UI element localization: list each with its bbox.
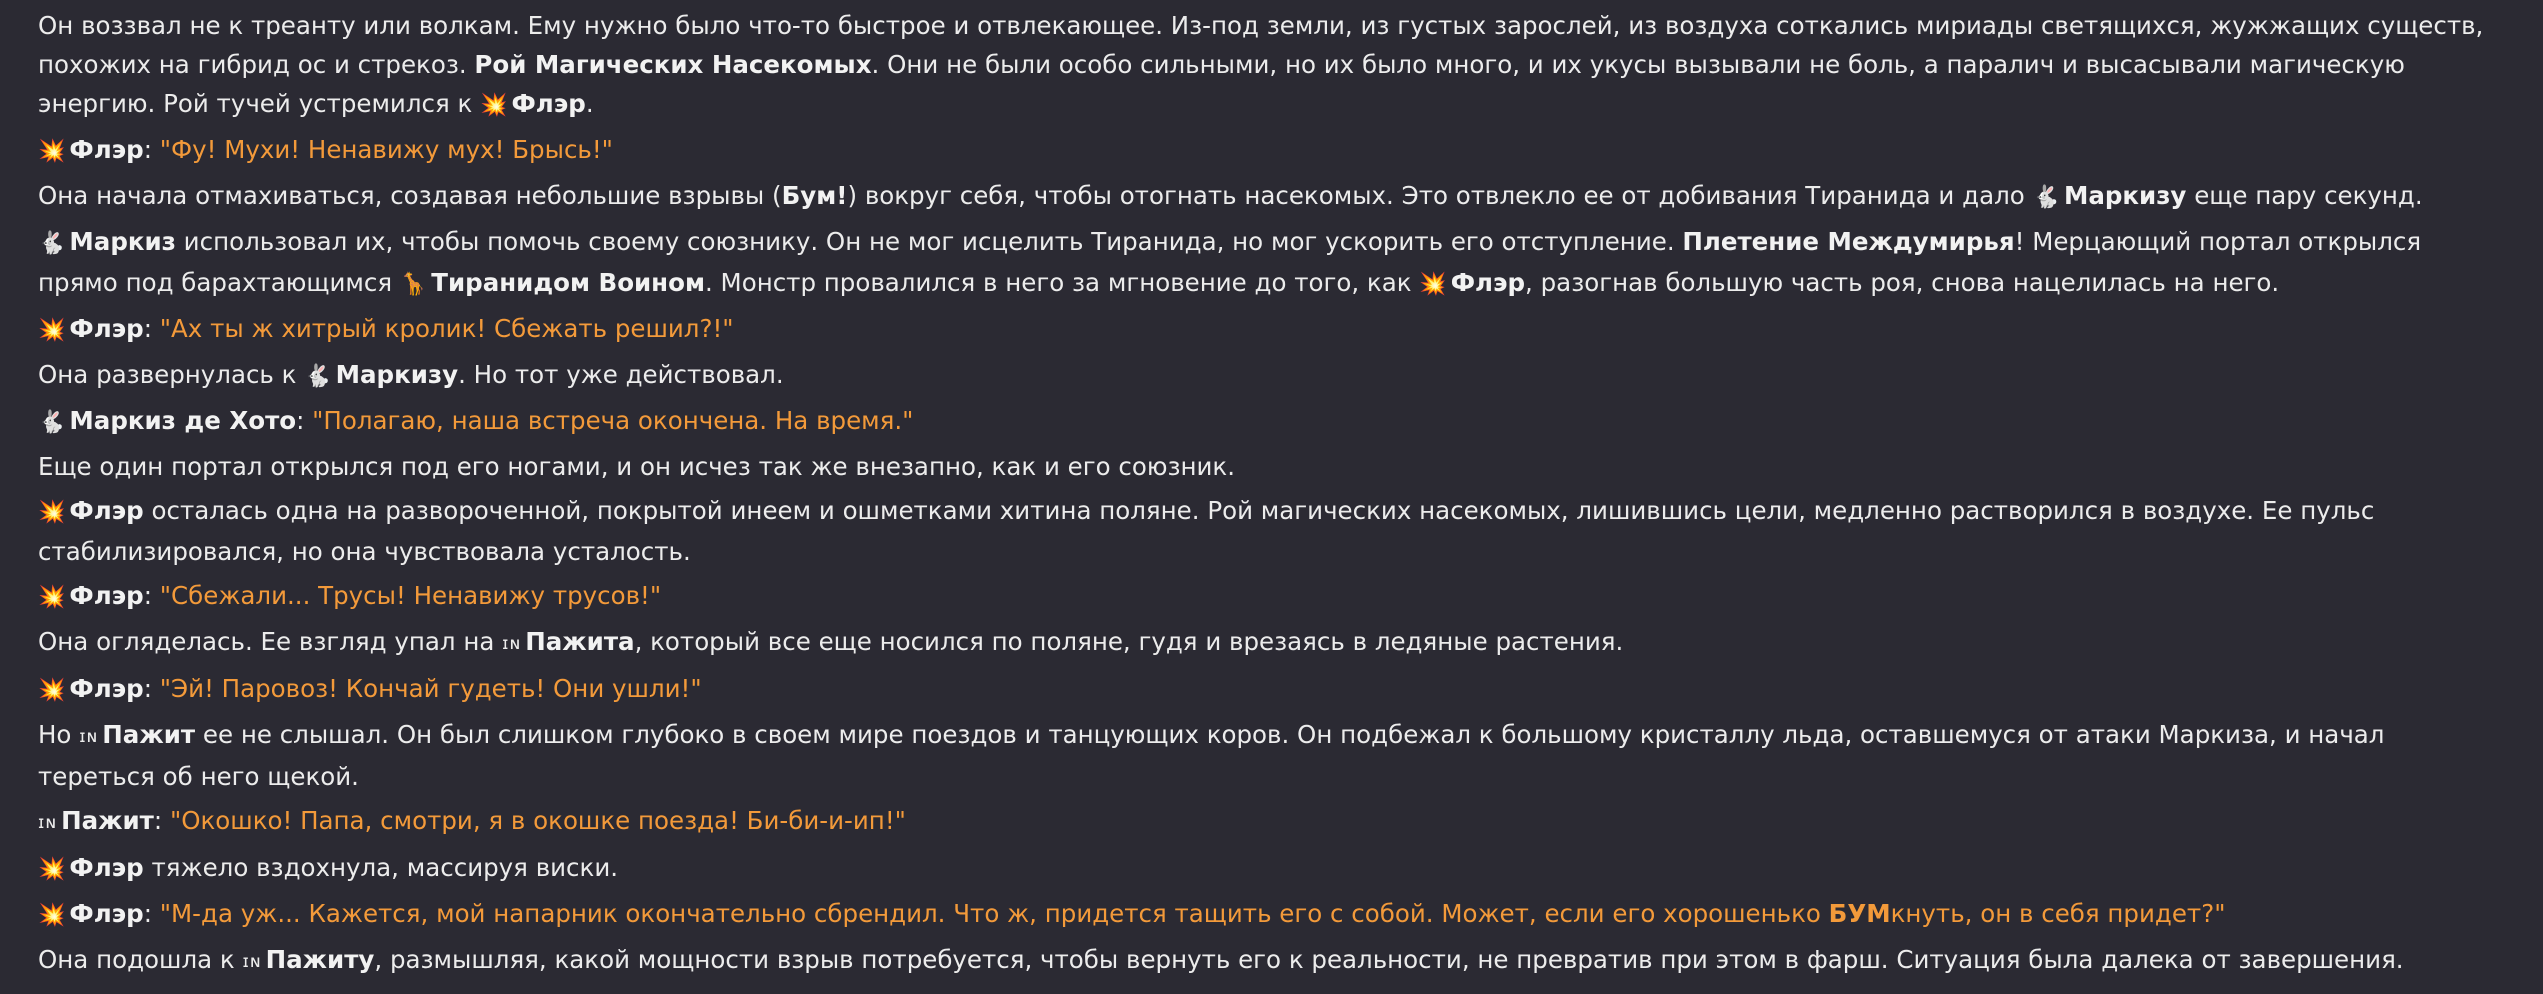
dialogue-quote: "Сбежали... Трусы! Ненавижу трусов!"	[159, 581, 662, 610]
speaker-name: Флэр	[69, 314, 144, 343]
speaker-name: Флэр	[69, 899, 144, 928]
separator: :	[143, 135, 160, 164]
explosion-icon: 💥	[38, 857, 66, 882]
giraffe-icon: 🦒	[399, 272, 428, 297]
explosion-icon: 💥	[38, 139, 66, 164]
character-name: Пажита	[525, 627, 635, 656]
character-name: Маркизу	[2063, 181, 2187, 210]
paragraph-text: еще пару секунд.	[2186, 181, 2423, 210]
paragraph-text: . Они не были особо сильными, но их было много, и их укусы вызывали не боль, а паралич и высасывали магическую энергию. Рой тучей устремился к	[38, 50, 2405, 118]
speaker-name: Флэр	[69, 135, 144, 164]
dialogue-line	[38, 669, 2505, 710]
paragraph-narration	[38, 622, 2505, 664]
explosion-icon: 💥	[38, 500, 66, 525]
sound-effect: БУМ	[1828, 899, 1891, 928]
dialogue-line	[38, 576, 2505, 617]
explosion-icon: 💥	[38, 585, 66, 610]
paragraph-text: , разогнав большую часть роя, снова нацелилась на него.	[1525, 268, 2280, 297]
rabbit-icon: 🐇	[38, 410, 66, 435]
paragraph-narration	[38, 176, 2505, 217]
explosion-icon: 💥	[1419, 272, 1447, 297]
paragraph-text: тяжело вздохнула, массируя виски.	[143, 853, 619, 882]
speaker-name: Пажит	[61, 806, 154, 835]
character-name: Маркиз	[69, 227, 176, 256]
paragraph-narration	[38, 848, 2505, 889]
dialogue-quote: "Ах ты ж хитрый кролик! Сбежать решил?!"	[159, 314, 734, 343]
dialogue-line	[38, 894, 2505, 935]
paragraph-narration	[38, 222, 2505, 304]
quote-text: "М-да уж... Кажется, мой напарник окончательно сбрендил. Что ж, придется тащить его с собой. Может, если его хорошенько	[159, 899, 1829, 928]
explosion-icon: 💥	[480, 93, 508, 118]
input-symbol-icon: ɪɴ	[242, 952, 262, 972]
character-name: Флэр	[1450, 268, 1526, 297]
paragraph-text: Но	[38, 720, 80, 749]
paragraph-text: . Но тот уже действовал.	[458, 360, 784, 389]
paragraph-text: , размышляя, какой мощности взрыв потребуется, чтобы вернуть его к реальности, не превратив при этом в фарш. Ситуация была далека от завершения.	[374, 945, 2404, 974]
paragraph-narration	[38, 447, 2505, 486]
rabbit-icon: 🐇	[2032, 185, 2060, 210]
paragraph-text: ! Мерцающий портал открылся прямо под барахтающимся	[38, 227, 2422, 297]
dialogue-line	[38, 309, 2505, 350]
rabbit-icon: 🐇	[304, 364, 332, 389]
dialogue-line	[38, 801, 2505, 843]
input-symbol-icon: ɪɴ	[502, 634, 522, 654]
paragraph-narration	[38, 491, 2505, 571]
speaker-name: Флэр	[69, 581, 144, 610]
paragraph-text: , который все еще носился по поляне, гудя и врезаясь в ледяные растения.	[634, 627, 1624, 656]
paragraph-text: Она огляделась. Ее взгляд упал на	[38, 627, 503, 656]
paragraph-text: ) вокруг себя, чтобы отогнать насекомых. Это отвлекло ее от добивания Тиранида и дало	[847, 181, 2033, 210]
dialogue-quote	[160, 899, 2226, 928]
paragraph-text: ее не слышал. Он был слишком глубоко в своем мире поездов и танцующих коров. Он подбежал к большому кристаллу льда, оставшемуся от атаки Маркиза, и начал тереться об него щекой.	[38, 720, 2385, 791]
rabbit-icon: 🐇	[38, 231, 66, 256]
explosion-icon: 💥	[38, 318, 66, 343]
paragraph-text: .	[585, 89, 594, 118]
spell-name: Рой Магических Насекомых	[474, 50, 872, 79]
separator: :	[153, 806, 170, 835]
dialogue-quote: "Окошко! Папа, смотри, я в окошке поезда! Би-би-и-ип!"	[169, 806, 906, 835]
character-name: Тиранидом Воином	[431, 268, 705, 297]
separator: :	[143, 581, 160, 610]
character-name: Флэр	[511, 89, 586, 118]
paragraph-text: использовал их, чтобы помочь своему союзнику. Он не мог исцелить Тиранида, но мог ускорить его отступление.	[175, 227, 1683, 256]
paragraph-text: осталась одна на развороченной, покрытой инеем и ошметками хитина поляне. Рой магических насекомых, лишившись цели, медленно растворился в воздухе. Ее пульс стабилизировался, но она чувствовала усталость.	[38, 496, 2375, 566]
input-symbol-icon: ɪɴ	[79, 727, 99, 747]
character-name: Пажиту	[265, 945, 375, 974]
sound-effect: Бум!	[781, 181, 848, 210]
dialogue-quote: "Фу! Мухи! Ненавижу мух! Брысь!"	[159, 135, 613, 164]
input-symbol-icon: ɪɴ	[38, 813, 58, 833]
dialogue-line	[38, 130, 2505, 171]
dialogue-quote: "Полагаю, наша встреча окончена. На время."	[312, 406, 914, 435]
explosion-icon: 💥	[38, 903, 66, 928]
paragraph-text: . Монстр провалился в него за мгновение до того, как	[704, 268, 1420, 297]
paragraph-text: Она начала отмахиваться, создавая небольшие взрывы (	[38, 181, 782, 210]
paragraph-narration	[38, 355, 2505, 396]
separator: :	[143, 674, 160, 703]
character-name: Флэр	[69, 853, 144, 882]
separator: :	[143, 899, 160, 928]
spell-name: Плетение Междумирья	[1682, 227, 2015, 256]
paragraph-text: Он воззвал не к трeанту или волкам. Ему нужно было что-то быстрое и отвлекающее. Из-под земли, из густых зарослей, из воздуха соткались мириады светящихся, жужжащих существ, похожих на гибрид ос и стрекоз.	[38, 11, 2484, 79]
character-name: Пажит	[102, 720, 196, 749]
paragraph-text: Еще один портал открылся под его ногами, и он исчез так же внезапно, как и его союзник.	[38, 452, 1236, 481]
dialogue-line	[38, 401, 2505, 442]
speaker-name: Флэр	[69, 674, 144, 703]
paragraph-summon	[38, 6, 2505, 125]
explosion-icon: 💥	[38, 678, 66, 703]
separator: :	[143, 314, 160, 343]
paragraph-narration	[38, 940, 2505, 982]
paragraph-text: Она подошла к	[38, 945, 243, 974]
paragraph-text: Она развернулась к	[38, 360, 305, 389]
dialogue-quote: "Эй! Паровоз! Кончай гудеть! Они ушли!"	[159, 674, 702, 703]
character-name: Маркизу	[335, 360, 459, 389]
paragraph-narration	[38, 715, 2505, 796]
speaker-name: Маркиз де Хото	[69, 406, 297, 435]
character-name: Флэр	[69, 496, 144, 525]
separator: :	[296, 406, 313, 435]
quote-text: кнуть, он в себя придет?"	[1890, 899, 2226, 928]
